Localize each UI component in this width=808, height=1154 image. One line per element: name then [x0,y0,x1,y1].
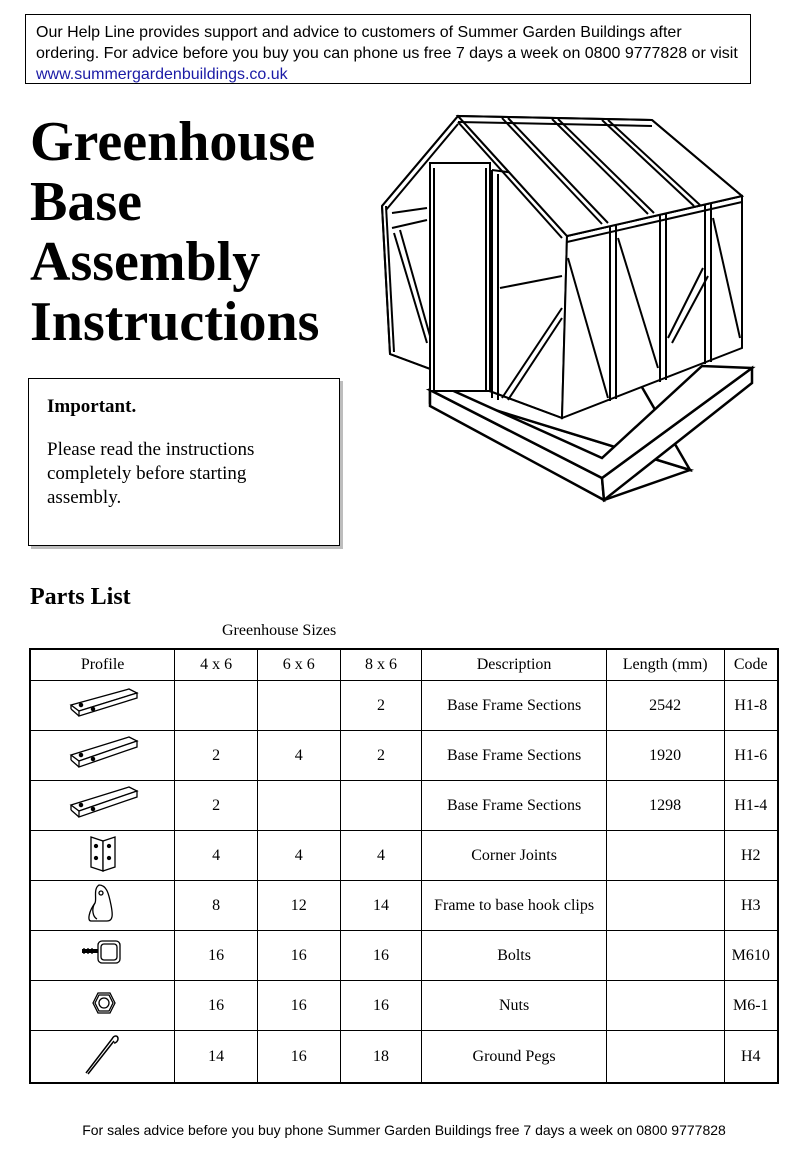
table-row [30,981,778,1031]
important-notice [28,378,340,546]
help-line-box [25,14,751,84]
base-frame-section-icon [63,783,143,823]
column-header-4x6: 4 x 6 [175,649,258,681]
length-cell [606,981,724,1031]
table-row [30,681,778,731]
qty-8x6-cell: 2 [340,681,422,731]
parts-table [29,648,779,1084]
profile-cell [30,781,175,831]
greenhouse-sizes-label: Greenhouse Sizes [222,622,337,639]
footer-text: For sales advice before you buy phone Summer Garden Buildings free 7 days a week on 0800 9777828 [82,1122,726,1138]
qty-8x6-cell: 2 [340,731,422,781]
table-row [30,881,778,931]
qty-6x6-cell: 16 [257,1031,340,1084]
qty-6x6-cell: 4 [257,731,340,781]
title-line-2: Base [30,171,142,233]
table-row [30,781,778,831]
qty-8x6-cell: 14 [340,881,422,931]
qty-6x6-cell: 16 [257,981,340,1031]
length-cell [606,931,724,981]
profile-cell [30,731,175,781]
description-cell: Ground Pegs [422,1031,607,1084]
description-cell: Bolts [422,931,607,981]
profile-cell [30,881,175,931]
qty-6x6-cell: 16 [257,931,340,981]
length-cell [606,831,724,881]
profile-cell [30,681,175,731]
column-header-6x6: 6 x 6 [257,649,340,681]
profile-cell [30,981,175,1031]
description-cell: Nuts [422,981,607,1031]
code-cell: H1-6 [724,731,778,781]
length-cell: 2542 [606,681,724,731]
hook-clip-icon [83,881,123,925]
qty-4x6-cell: 8 [175,881,258,931]
base-frame-section-icon [63,733,143,773]
column-header-description: Description [422,649,607,681]
description-cell: Base Frame Sections [422,681,607,731]
table-row [30,931,778,981]
parts-list-heading: Parts List [30,584,131,610]
greenhouse-illustration [372,108,772,508]
code-cell: M6-1 [724,981,778,1031]
column-header-profile: Profile [30,649,175,681]
code-cell: H1-8 [724,681,778,731]
profile-cell [30,1031,175,1084]
help-line-text: Our Help Line provides support and advice to customers of Summer Garden Buildings after ordering. For advice before you buy you can phone us free 7 days a week on 0800 9777828 or visit [36,24,738,62]
code-cell: H1-4 [724,781,778,831]
description-cell: Frame to base hook clips [422,881,607,931]
qty-4x6-cell [175,681,258,731]
title-line-4: Instructions [30,291,320,353]
table-row [30,731,778,781]
nut-icon [83,985,123,1021]
code-cell: H2 [724,831,778,881]
qty-8x6-cell: 16 [340,981,422,1031]
base-frame-section-icon [63,685,143,721]
corner-joint-icon [83,833,123,873]
code-cell: H4 [724,1031,778,1084]
website-link[interactable]: www.summergardenbuildings.co.uk [36,66,288,83]
bolt-icon [78,935,128,971]
important-heading: Important. [47,396,137,417]
qty-6x6-cell: 12 [257,881,340,931]
qty-4x6-cell: 4 [175,831,258,881]
description-cell: Base Frame Sections [422,781,607,831]
qty-4x6-cell: 2 [175,731,258,781]
length-cell [606,1031,724,1084]
column-header-code: Code [724,649,778,681]
ground-peg-icon [78,1031,128,1077]
column-header-8x6: 8 x 6 [340,649,422,681]
qty-4x6-cell: 16 [175,931,258,981]
title-line-3: Assembly [30,231,261,293]
qty-4x6-cell: 16 [175,981,258,1031]
qty-6x6-cell [257,681,340,731]
table-header-row [30,649,778,681]
qty-6x6-cell [257,781,340,831]
qty-8x6-cell: 16 [340,931,422,981]
important-text: Please read the instructions completely before starting assembly. [47,439,255,508]
length-cell: 1920 [606,731,724,781]
table-row [30,1031,778,1084]
length-cell [606,881,724,931]
code-cell: M610 [724,931,778,981]
description-cell: Corner Joints [422,831,607,881]
qty-8x6-cell: 4 [340,831,422,881]
qty-4x6-cell: 2 [175,781,258,831]
profile-cell [30,831,175,881]
code-cell: H3 [724,881,778,931]
page-title [30,112,370,352]
description-cell: Base Frame Sections [422,731,607,781]
length-cell: 1298 [606,781,724,831]
title-line-1: Greenhouse [30,111,316,173]
qty-6x6-cell: 4 [257,831,340,881]
profile-cell [30,931,175,981]
qty-8x6-cell: 18 [340,1031,422,1084]
column-header-length: Length (mm) [606,649,724,681]
qty-4x6-cell: 14 [175,1031,258,1084]
qty-8x6-cell [340,781,422,831]
table-row [30,831,778,881]
